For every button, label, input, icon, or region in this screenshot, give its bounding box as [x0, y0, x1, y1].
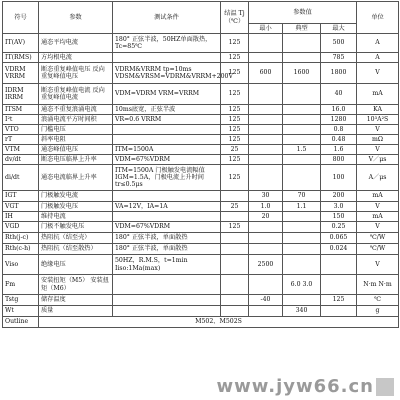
table-row	[3, 34, 399, 53]
typ-cell	[283, 125, 321, 135]
unit-cell: N·m N·m	[357, 275, 399, 295]
condition-cell: VDM=67%VDRM	[113, 222, 221, 233]
table-row	[3, 145, 399, 155]
tj-cell: 125	[221, 34, 249, 53]
max-cell: 3.0	[321, 202, 357, 212]
min-cell: -40	[249, 295, 283, 306]
symbol-cell: VGT	[3, 202, 39, 212]
tj-cell	[221, 275, 249, 295]
col-max: 最大	[321, 24, 357, 34]
condition-cell: VDM=VDRM VRM=VRRM	[113, 84, 221, 105]
min-cell	[249, 306, 283, 317]
table-row	[3, 212, 399, 222]
symbol-cell: Tstg	[3, 295, 39, 306]
min-cell	[249, 233, 283, 244]
min-cell	[249, 125, 283, 135]
condition-cell: 180° 正弦半波，单面散热	[113, 244, 221, 255]
table-row	[3, 105, 399, 115]
min-cell: 30	[249, 191, 283, 202]
tj-cell	[221, 306, 249, 317]
table-row	[3, 115, 399, 125]
tj-cell	[221, 233, 249, 244]
table-row	[3, 155, 399, 165]
table-row	[3, 53, 399, 63]
max-cell: 800	[321, 155, 357, 165]
tj-cell	[221, 244, 249, 255]
symbol-cell: VTM	[3, 145, 39, 155]
unit-cell: mA	[357, 84, 399, 105]
max-cell: 0.8	[321, 125, 357, 135]
table-row	[3, 306, 399, 317]
condition-cell: VDM=67%VDRM	[113, 155, 221, 165]
max-cell: 200	[321, 191, 357, 202]
unit-cell: ℃/W	[357, 233, 399, 244]
parameter-cell: 安装扭矩（M5） 安装扭矩（M6）	[39, 275, 113, 295]
parameter-cell: 断态重复峰值电流 反向重复峰值电流	[39, 84, 113, 105]
tj-cell	[221, 191, 249, 202]
tj-cell: 125	[221, 165, 249, 191]
table-row	[3, 191, 399, 202]
max-cell: 0.065	[321, 233, 357, 244]
parameter-cell: 通态峰值电压	[39, 145, 113, 155]
table-row	[3, 63, 399, 84]
max-cell: 100	[321, 165, 357, 191]
max-cell: 785	[321, 53, 357, 63]
typ-cell: 340	[283, 306, 321, 317]
watermark: www.jyw66.cn	[217, 376, 394, 397]
outline-value: M502、M502S	[39, 317, 399, 328]
max-cell: 40	[321, 84, 357, 105]
tj-cell: 25	[221, 202, 249, 212]
table-row	[3, 84, 399, 105]
watermark-logo-icon	[376, 378, 394, 396]
symbol-cell: I²t	[3, 115, 39, 125]
symbol-cell: Rth(c-h)	[3, 244, 39, 255]
max-cell: 500	[321, 34, 357, 53]
unit-cell: V	[357, 222, 399, 233]
col-conditions: 测试条件	[113, 2, 221, 34]
symbol-cell: Fm	[3, 275, 39, 295]
condition-cell: 180° 正弦半波，单面散热	[113, 233, 221, 244]
condition-cell	[113, 275, 221, 295]
unit-cell: ℃	[357, 295, 399, 306]
condition-cell: 180° 正弦半波，50HZ单面散热，Tc=85℃	[113, 34, 221, 53]
table-row	[3, 135, 399, 145]
min-cell	[249, 34, 283, 53]
condition-cell	[113, 191, 221, 202]
parameter-cell: 断态电压临界上升率	[39, 155, 113, 165]
unit-cell: V／μs	[357, 155, 399, 165]
unit-cell: KA	[357, 105, 399, 115]
condition-cell	[113, 306, 221, 317]
min-cell	[249, 135, 283, 145]
parameter-cell: 斜率电阻	[39, 135, 113, 145]
parameter-cell: 门槛电压	[39, 125, 113, 135]
min-cell: 600	[249, 63, 283, 84]
condition-cell	[113, 135, 221, 145]
min-cell	[249, 222, 283, 233]
table-row	[3, 275, 399, 295]
spec-rows	[3, 34, 399, 317]
condition-cell	[113, 212, 221, 222]
condition-cell	[113, 53, 221, 63]
col-tj: 结温 Tj（℃）	[221, 2, 249, 34]
max-cell: 0.25	[321, 222, 357, 233]
typ-cell: 1.5	[283, 145, 321, 155]
table-row	[3, 244, 399, 255]
symbol-cell: IT(RMS)	[3, 53, 39, 63]
symbol-cell: IH	[3, 212, 39, 222]
unit-cell: ℃/W	[357, 244, 399, 255]
typ-cell	[283, 155, 321, 165]
tj-cell: 125	[221, 63, 249, 84]
max-cell: 150	[321, 212, 357, 222]
tj-cell: 125	[221, 84, 249, 105]
unit-cell: V	[357, 63, 399, 84]
tj-cell: 25	[221, 145, 249, 155]
table-row	[3, 295, 399, 306]
unit-cell: V	[357, 125, 399, 135]
tj-cell: 125	[221, 105, 249, 115]
col-typ: 典型	[283, 24, 321, 34]
symbol-cell: VTO	[3, 125, 39, 135]
symbol-cell: Viso	[3, 255, 39, 275]
parameter-cell: 通态平均电流	[39, 34, 113, 53]
max-cell	[321, 255, 357, 275]
unit-cell: V	[357, 145, 399, 155]
max-cell: 16.0	[321, 105, 357, 115]
table-row	[3, 222, 399, 233]
typ-cell: 1600	[283, 63, 321, 84]
unit-cell: A	[357, 34, 399, 53]
tj-cell	[221, 212, 249, 222]
unit-cell: A	[357, 53, 399, 63]
tj-cell: 125	[221, 135, 249, 145]
parameter-cell: 质量	[39, 306, 113, 317]
symbol-cell: rT	[3, 135, 39, 145]
tj-cell: 125	[221, 53, 249, 63]
min-cell	[249, 275, 283, 295]
typ-cell	[283, 34, 321, 53]
condition-cell: VA=12V，IA=1A	[113, 202, 221, 212]
parameter-cell: 门极触发电流	[39, 191, 113, 202]
col-values: 参数值	[249, 2, 357, 24]
parameter-cell: 通态不重复浪涌电流	[39, 105, 113, 115]
col-parameter: 参数	[39, 2, 113, 34]
unit-cell: V	[357, 255, 399, 275]
table-row	[3, 165, 399, 191]
min-cell	[249, 244, 283, 255]
min-cell	[249, 53, 283, 63]
condition-cell: ITM=1500A 门极触发电流幅值IGM=1.5A，门极电流上升时间tr≤0.5μs	[113, 165, 221, 191]
col-unit: 单位	[357, 2, 399, 34]
max-cell: 0.024	[321, 244, 357, 255]
symbol-cell: dv/dt	[3, 155, 39, 165]
unit-cell: mA	[357, 191, 399, 202]
typ-cell	[283, 222, 321, 233]
typ-cell	[283, 105, 321, 115]
parameter-cell: 方均根电流	[39, 53, 113, 63]
outline-label: Outline	[3, 317, 39, 328]
typ-cell	[283, 135, 321, 145]
tj-cell: 125	[221, 155, 249, 165]
symbol-cell: IT(AV)	[3, 34, 39, 53]
parameter-cell: 浪涌电流平方时间积	[39, 115, 113, 125]
min-cell	[249, 155, 283, 165]
symbol-cell: ITSM	[3, 105, 39, 115]
typ-cell	[283, 233, 321, 244]
min-cell	[249, 115, 283, 125]
condition-cell: VR=0.6 VRRM	[113, 115, 221, 125]
condition-cell	[113, 295, 221, 306]
table-row	[3, 125, 399, 135]
symbol-cell: VDRM VRRM	[3, 63, 39, 84]
unit-cell: V	[357, 202, 399, 212]
condition-cell: 50HZ，R.M.S，t=1min Iiso:1Ma(max)	[113, 255, 221, 275]
unit-cell: 10³A²S	[357, 115, 399, 125]
max-cell: 1800	[321, 63, 357, 84]
max-cell: 125	[321, 295, 357, 306]
max-cell: 0.48	[321, 135, 357, 145]
min-cell	[249, 165, 283, 191]
header-row-1	[3, 2, 399, 24]
parameter-cell: 门极触发电压	[39, 202, 113, 212]
min-cell: 2500	[249, 255, 283, 275]
max-cell: 1280	[321, 115, 357, 125]
tj-cell: 125	[221, 115, 249, 125]
typ-cell	[283, 255, 321, 275]
min-cell	[249, 84, 283, 105]
max-cell: 1.6	[321, 145, 357, 155]
table-row	[3, 255, 399, 275]
typ-cell	[283, 244, 321, 255]
col-symbol: 符号	[3, 2, 39, 34]
typ-cell	[283, 53, 321, 63]
parameter-cell: 维持电流	[39, 212, 113, 222]
symbol-cell: IGT	[3, 191, 39, 202]
table-row	[3, 202, 399, 212]
parameter-cell: 绝缘电压	[39, 255, 113, 275]
tj-cell	[221, 255, 249, 275]
symbol-cell: di/dt	[3, 165, 39, 191]
tj-cell: 125	[221, 222, 249, 233]
typ-cell	[283, 84, 321, 105]
symbol-cell: Rth(j-c)	[3, 233, 39, 244]
symbol-cell: VGD	[3, 222, 39, 233]
min-cell	[249, 145, 283, 155]
typ-cell: 70	[283, 191, 321, 202]
tj-cell: 125	[221, 125, 249, 135]
parameter-cell: 储存温度	[39, 295, 113, 306]
parameter-cell: 通态电流临界上升率	[39, 165, 113, 191]
outline-row	[3, 317, 399, 328]
table-row	[3, 233, 399, 244]
parameter-cell: 门极不触发电压	[39, 222, 113, 233]
condition-cell: ITM=1500A	[113, 145, 221, 155]
col-min: 最小	[249, 24, 283, 34]
condition-cell: VDRM&VRRM tp=10ms VDSM&VRSM=VDRM&VRRM+200V	[113, 63, 221, 84]
typ-cell	[283, 115, 321, 125]
max-cell	[321, 306, 357, 317]
parameter-cell: 热阻抗（结至壳）	[39, 233, 113, 244]
min-cell	[249, 105, 283, 115]
max-cell	[321, 275, 357, 295]
unit-cell: mA	[357, 212, 399, 222]
min-cell: 20	[249, 212, 283, 222]
min-cell: 1.0	[249, 202, 283, 212]
unit-cell: mΩ	[357, 135, 399, 145]
symbol-cell: IDRM IRRM	[3, 84, 39, 105]
parameter-cell: 断态重复峰值电压 反向重复峰值电压	[39, 63, 113, 84]
spec-table	[2, 1, 399, 328]
typ-cell	[283, 165, 321, 191]
condition-cell	[113, 125, 221, 135]
typ-cell	[283, 212, 321, 222]
typ-cell: 6.0 3.0	[283, 275, 321, 295]
condition-cell: 10ms底宽，正弦半波	[113, 105, 221, 115]
unit-cell: A／μs	[357, 165, 399, 191]
parameter-cell: 热阻抗（结至散热）	[39, 244, 113, 255]
tj-cell	[221, 295, 249, 306]
unit-cell: g	[357, 306, 399, 317]
typ-cell	[283, 295, 321, 306]
symbol-cell: Wt	[3, 306, 39, 317]
typ-cell: 1.1	[283, 202, 321, 212]
